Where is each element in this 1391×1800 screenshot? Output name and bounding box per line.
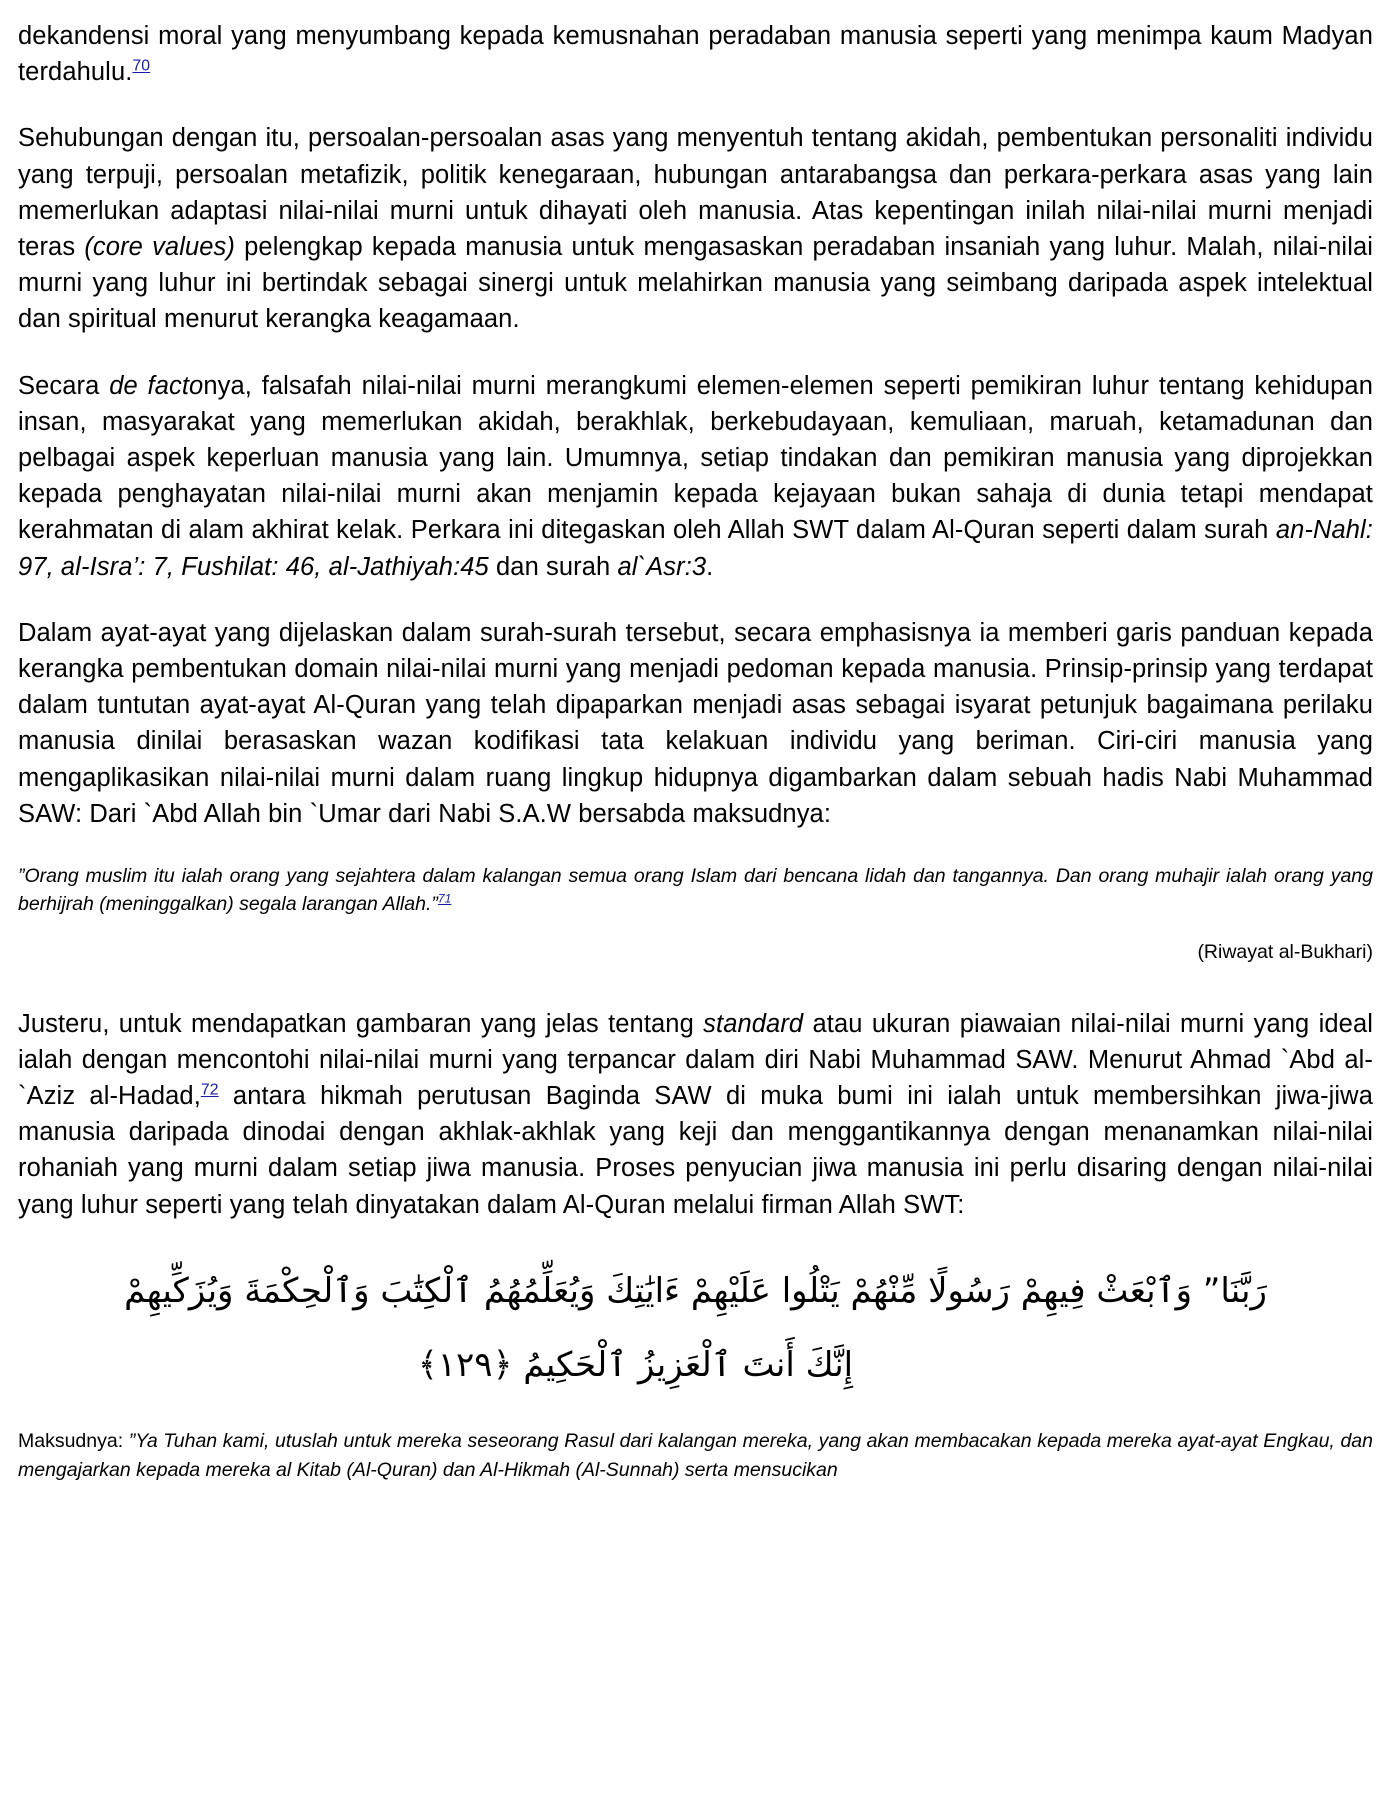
- paragraph-5: Justeru, untuk mendapatkan gambaran yang jelas tentang standard atau ukuran piawaian nilai-nilai murni yang ideal ialah dengan mencontohi nilai-nilai murni yang terpancar dalam diri Nabi Muhammad SAW. Menurut Ahmad `Abd al-`Aziz al-Hadad,$^{72}$ antara hikmah perutusan Baginda SAW di muka bumi ini ialah untuk membersihkan jiwa-jiwa manusia daripada dinodai dengan akhlak-akhlak yang keji dan menggantikannya dengan menanamkan nilai-nilai rohaniah yang murni dalam setiap jiwa manusia. Proses penyucian jiwa manusia ini perlu disaring dengan nilai-nilai yang luhur seperti yang telah dinyatakan dalam Al-Quran melalui firman Allah SWT:: [18, 1009, 1373, 1219]
- hadith-attribution: (Riwayat al-Bukhari): [1197, 940, 1373, 963]
- arabic-verse-line-1: رَبَّنَا” وَٱبْعَثْ فِيهِمْ رَسُولًا مِّنْهُمْ يَتْلُوا عَلَيْهِمْ ءَايَٰتِكَ وَيُعَلِّمُهُمُ ٱلْكِتَٰبَ وَٱلْحِكْمَةَ وَيُزَكِّيهِمْ: [124, 1270, 1267, 1311]
- footnote-marker[interactable]: [438, 892, 451, 906]
- translation-lead: Maksudnya:: [18, 1429, 129, 1452]
- paragraph-1: dekandensi moral yang menyumbang kepada kemusnahan peradaban manusia seperti yang menimpa kaum Madyan terdahulu.$^{70}$: [18, 22, 1373, 87]
- emphasis-text: al`Asr:3: [617, 552, 707, 581]
- paragraph-4: Dalam ayat-ayat yang dijelaskan dalam surah-surah tersebut, secara emphasisnya ia memberi garis panduan kepada kerangka pembentukan domain nilai-nilai murni yang menjadi pedoman kepada manusia. Prinsip-prinsip yang terdapat dalam tuntutan ayat-ayat Al-Quran yang telah dipaparkan menjadi asas sebagai isyarat petunjuk bagaimana perilaku manusia dinilai berasaskan wazan kodifikasi tata kelakuan individu yang beriman. Ciri-ciri manusia yang mengaplikasikan nilai-nilai murni dalam ruang lingkup hidupnya digambarkan dalam sebuah hadis Nabi Muhammad SAW: Dari `Abd Allah bin `Umar dari Nabi S.A.W bersabda maksudnya:: [18, 618, 1373, 828]
- emphasis-text: standard: [703, 1009, 804, 1038]
- emphasis-text: de facto: [109, 371, 204, 400]
- paragraph-3: Secara de factonya, falsafah nilai-nilai murni merangkumi elemen-elemen seperti pemikiran luhur tentang kehidupan insan, masyarakat yang memerlukan akidah, berakhlak, berkebudayaan, kemuliaan, maruah, ketamadunan dan pelbagai aspek keperluan manusia yang lain. Umumnya, setiap tindakan dan pemikiran manusia yang diprojekkan kepada penghayatan nilai-nilai murni akan menjamin kepada kejayaan bukan sahaja di dunia tetapi mendapat kerahmatan di alam akhirat kelak. Perkara ini ditegaskan oleh Allah SWT dalam Al-Quran seperti dalam surah an-Nahl: 97, al-Isra’: 7, Fushilat: 46, al-Jathiyah:45 dan surah al`Asr:3.: [18, 371, 1373, 581]
- emphasis-text: (core values): [84, 233, 235, 262]
- paragraph-2: Sehubungan dengan itu, persoalan-persoalan asas yang menyentuh tentang akidah, pembentukan personaliti individu yang terpuji, persoalan metafizik, politik kenegaraan, hubungan antarabangsa dan perkara-perkara asas yang lain memerlukan adaptasi nilai-nilai murni untuk dihayati oleh manusia. Atas kepentingan inilah nilai-nilai murni menjadi teras (core values) pelengkap kepada manusia untuk mengasaskan peradaban insaniah yang luhur. Malah, nilai-nilai murni yang luhur ini bertindak sebagai sinergi untuk melahirkan manusia yang seimbang daripada aspek intelektual dan spiritual menurut kerangka keagamaan.: [18, 124, 1374, 334]
- translation-text: ”Ya Tuhan kami, utuslah untuk mereka seseorang Rasul dari kalangan mereka, yang akan membacakan kepada mereka ayat-ayat Engkau, dan mengajarkan kepada mereka al Kitab (Al-Quran) dan Al-Hikmah (Al-Sunnah) serta mensucikan: [18, 1429, 1374, 1482]
- footnote-marker[interactable]: [201, 1082, 219, 1099]
- verse-translation: [18, 1427, 1373, 1486]
- arabic-verse-line-2: إِنَّكَ أَنتَ ٱلْعَزِيزُ ٱلْحَكِيمُ ﴿١٢٩﴾: [417, 1344, 854, 1385]
- footnote-link[interactable]: 71: [437, 891, 452, 906]
- emphasis-text: an-Nahl: 97, al-Isra’: 7, Fushilat: 46, al-Jathiyah:45: [18, 516, 1373, 581]
- arabic-verse-block: [18, 1257, 1373, 1399]
- footnote-marker[interactable]: [132, 58, 150, 75]
- footnote-link[interactable]: 72: [200, 1081, 219, 1099]
- footnote-link[interactable]: 70: [132, 57, 151, 75]
- hadith-quote: ”Orang muslim itu ialah orang yang sejahtera dalam kalangan semua orang Islam dari bencana lidah dan tangannya. Dan orang muhajir ialah orang yang berhijrah (meninggalkan) segala larangan Allah.”$^{71}$: [18, 865, 1373, 916]
